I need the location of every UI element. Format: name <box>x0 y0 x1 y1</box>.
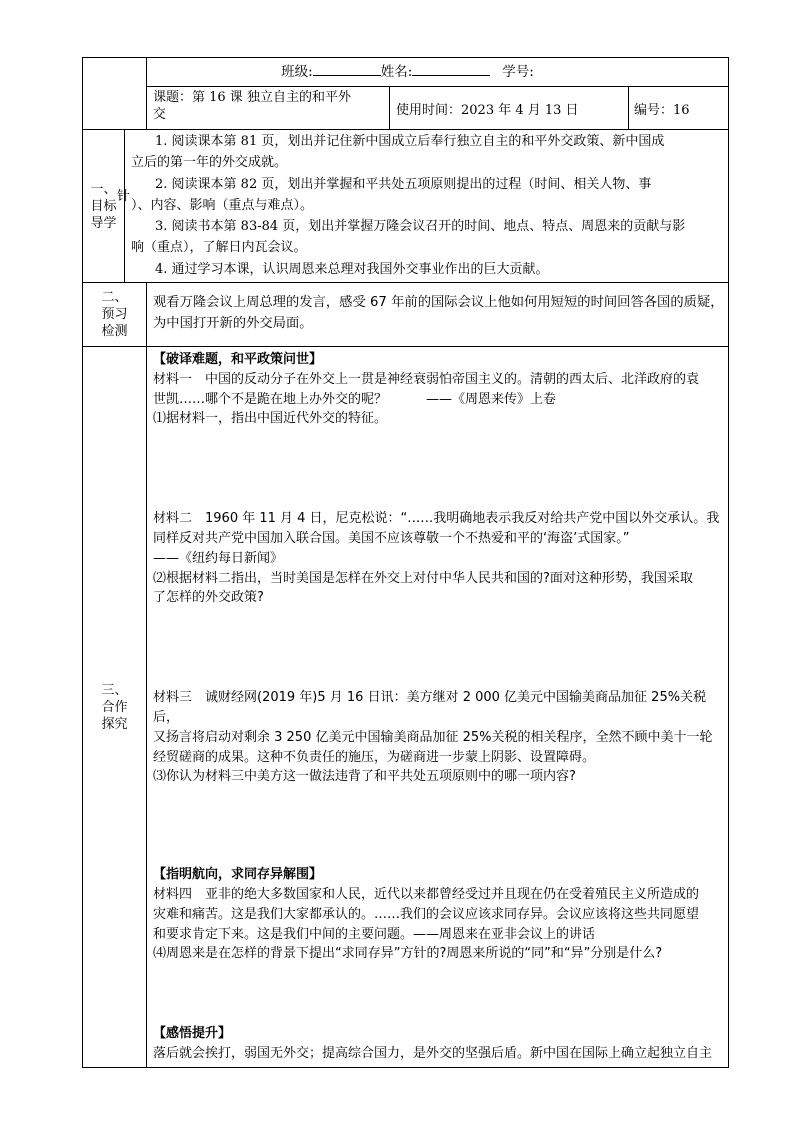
name-blank[interactable] <box>412 63 490 76</box>
coop-label-2: 合作 <box>101 699 128 715</box>
corner-cell <box>83 58 147 130</box>
preview-content <box>147 283 729 347</box>
material-2-line-1: 材料二 1960 年 11 月 4 日，尼克松说：“……我明确地表示我反对给共产党中国以外交承认。我 <box>153 511 720 527</box>
goals-label-1: 一、 <box>90 181 117 197</box>
question-2-line-2: 了怎样的外交政策? <box>153 590 264 606</box>
student-info <box>147 58 729 87</box>
goal-2-line-1: 2. 阅读课本第 82 页，划出并掌握和平共处五项原则提出的过程（时间、相关人物、事 <box>155 176 652 192</box>
goals-label-3: 导学 <box>90 215 117 231</box>
question-1: ⑴据材料一，指出中国近代外交的特征。 <box>153 411 388 427</box>
use-time: 使用时间：2023 年 4 月 13 日 <box>390 87 629 130</box>
goals-row <box>83 130 729 283</box>
material-3-line-2: 又扬言将启动对剩余 3 250 亿美元中国输美商品加征 25%关税的相关程序，全然不顾中美十一轮 <box>153 729 713 745</box>
question-4: ⑷周恩来是在怎样的背景下提出“求同存异”方针的?周恩来所说的“同”和“异”分别是什么? <box>153 946 663 962</box>
answer-space-2[interactable] <box>153 608 724 688</box>
material-4-line-3: 和要求肯定下来。这是我们中间的主要问题。——周恩来在亚非会议上的讲话 <box>153 926 596 942</box>
section-heading-1: 【破译难题，和平政策问世】 <box>153 352 323 368</box>
coop-label-1: 三、 <box>101 682 128 698</box>
preview-row <box>83 283 729 347</box>
goal-3-line-2: 响（重点），了解日内瓦会议。 <box>131 240 307 256</box>
material-1-line-2: 世凯……哪个不是跪在地上办外交的呢？ ——《周恩来传》上卷 <box>153 391 557 407</box>
worksheet-table <box>82 57 729 1068</box>
class-label: 班级: <box>281 64 313 80</box>
coop-row <box>83 347 729 1068</box>
goal-2-line-2: ）、内容、影响（重点与难点）。 <box>131 197 314 213</box>
preview-line-1: 观看万隆会议上周总理的发言，感受 67 年前的国际会议上他如何用短短的时间回答各国的质疑， <box>153 295 724 311</box>
topic-line-2: 交 <box>153 107 167 122</box>
coop-label-3: 探究 <box>101 716 128 732</box>
answer-space-1[interactable] <box>153 429 724 509</box>
student-info-row <box>83 58 729 87</box>
material-3-line-1: 材料三 诚财经网(2019 年)5 月 16 日讯：美方继对 2 000 亿美元中国输美商品加征 25%关税后， <box>153 690 707 726</box>
preview-label-3: 检测 <box>101 324 128 340</box>
material-2-line-3: ——《纽约每日新闻》 <box>153 550 284 566</box>
preview-label-1: 二、 <box>101 290 128 306</box>
final-line: 落后就会挨打，弱国无外交；提高综合国力，是外交的坚强后盾。新中国在国际上确立起独立自主 <box>153 1046 713 1062</box>
question-2-line-1: ⑵根据材料二指出，当时美国是怎样在外交上对付中华人民共和国的?面对这种形势，我国采取 <box>153 570 693 586</box>
material-2-line-2: 同样反对共产党中国加入联合国。美国不应该尊敬一个不热爱和平的‘海盗’式国家。” <box>153 531 630 547</box>
serial-number: 编号：16 <box>629 87 729 130</box>
coop-label <box>83 347 147 1068</box>
goals-label <box>83 130 131 283</box>
name-label: 姓名: <box>380 64 413 80</box>
stray-char: 针 <box>117 189 131 204</box>
goals-label-2: 目标 <box>90 198 117 214</box>
answer-space-4[interactable] <box>153 964 724 1024</box>
worksheet <box>82 57 728 1062</box>
preview-line-2: 为中国打开新的外交局面。 <box>153 316 313 332</box>
goal-3-line-1: 3. 阅读书本第 83-84 页，划出并掌握万隆会议召开的时间、地点、特点、周恩来的贡献与影 <box>155 219 686 235</box>
question-3: ⑶你认为材料三中美方这一做法违背了和平共处五项原则中的哪一项内容? <box>153 769 576 785</box>
id-label: 学号: <box>502 64 534 80</box>
lesson-topic <box>147 87 390 130</box>
material-3-line-3: 经贸磋商的成果。这种不负责任的施压，为磋商进一步蒙上阴影、设置障碍。 <box>153 749 596 765</box>
material-4-line-1: 材料四 亚非的绝大多数国家和人民，近代以来都曾经受过并且现在仍在受着殖民主义所造成的 <box>153 887 700 903</box>
section-heading-3: 【感悟提升】 <box>153 1026 232 1042</box>
preview-label <box>83 283 147 347</box>
goal-4: 4. 通过学习本课，认识周恩来总理对我国外交事业作出的巨大贡献。 <box>155 261 549 277</box>
material-1-line-1: 材料一 中国的反动分子在外交上一贯是神经衰弱怕帝国主义的。清朝的西太后、北洋政府的袁 <box>153 371 700 387</box>
answer-space-3[interactable] <box>153 787 724 865</box>
goal-1-line-2: 立后的第一年的外交成就。 <box>131 155 288 171</box>
section-heading-2: 【指明航向，求同存异解围】 <box>153 867 323 883</box>
preview-label-2: 预习 <box>101 307 128 323</box>
class-blank[interactable] <box>313 63 381 76</box>
goals-content <box>125 130 729 283</box>
goal-1-line-1: 1. 阅读课本第 81 页，划出并记住新中国成立后奉行独立自主的和平外交政策、新中国成 <box>155 134 665 149</box>
coop-content <box>147 347 729 1068</box>
material-4-line-2: 灾难和痛苦。这是我们大家都承认的。……我们的会议应该求同存异。会议应该将这些共同愿望 <box>153 906 700 922</box>
lesson-info-row <box>83 87 729 130</box>
topic-line-1: 课题：第 16 课 独立自主的和平外 <box>153 90 351 105</box>
